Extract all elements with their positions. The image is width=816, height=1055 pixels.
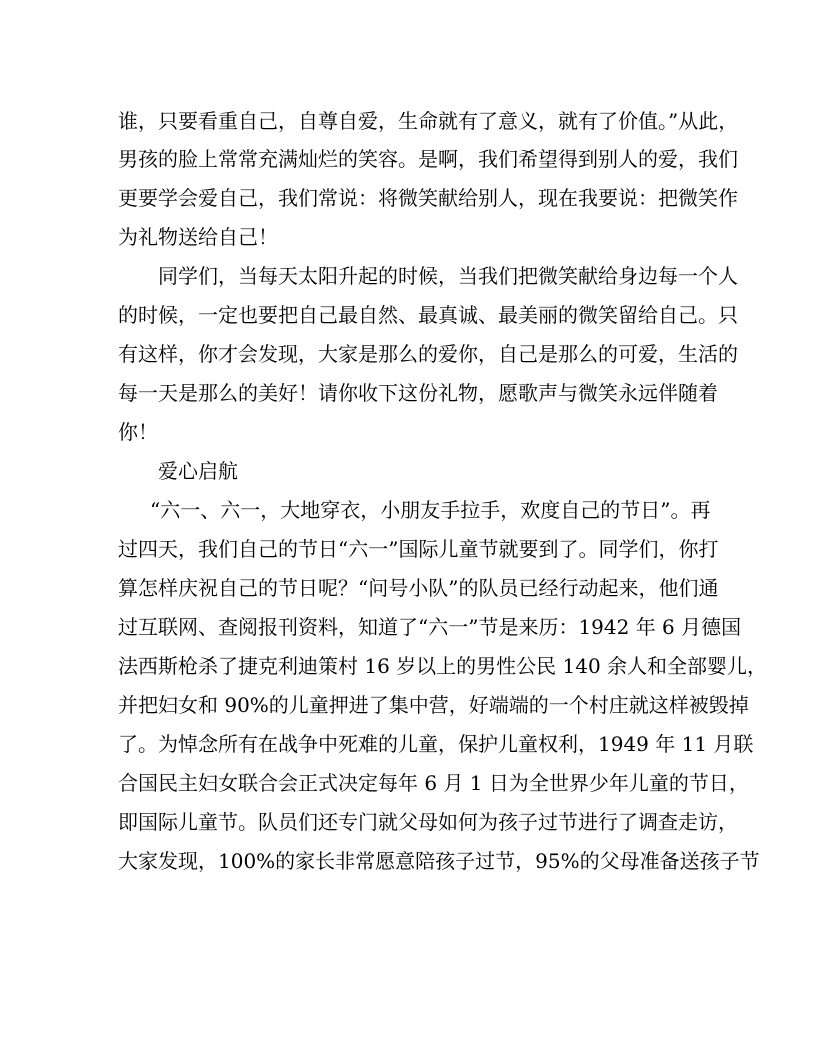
paragraph-2-line-3: 有这样，你才会发现，大家是那么的爱你，自己是那么的可爱，生活的 xyxy=(118,342,738,366)
paragraph-2-line-5: 你！ xyxy=(118,420,158,444)
paragraph-3-line-3: 算怎样庆祝自己的节日呢？“问号小队”的队员已经行动起来，他们通 xyxy=(118,576,719,600)
paragraph-1-line-1: 谁，只要看重自己，自尊自爱，生命就有了意义，就有了价值。”从此， xyxy=(118,109,739,133)
paragraph-3-line-10: 大家发现，100%的家长非常愿意陪孩子过节，95%的父母准备送孩子节 xyxy=(118,849,760,873)
paragraph-1-line-4: 为礼物送给自己！ xyxy=(118,225,278,249)
paragraph-3-line-7: 了。为悼念所有在战争中死难的儿童，保护儿童权利，1949 年 11 月联 xyxy=(118,732,754,756)
paragraph-3-line-6: 并把妇女和 90%的儿童押进了集中营，好端端的一个村庄就这样被毁掉 xyxy=(118,693,749,717)
paragraph-2-line-1: 同学们，当每天太阳升起的时候，当我们把微笑献给身边每一个人 xyxy=(158,264,738,288)
section-title: 爱心启航 xyxy=(158,459,238,483)
paragraph-2-line-4: 每一天是那么的美好！请你收下这份礼物，愿歌声与微笑永远伴随着 xyxy=(118,381,718,405)
paragraph-1-line-2: 男孩的脸上常常充满灿烂的笑容。是啊，我们希望得到别人的爱，我们 xyxy=(118,147,738,171)
paragraph-3-line-2: 过四天，我们自己的节日“六一”国际儿童节就要到了。同学们，你打 xyxy=(118,537,719,561)
paragraph-3-line-9: 即国际儿童节。队员们还专门就父母如何为孩子过节进行了调查走访， xyxy=(118,810,738,834)
paragraph-2-line-2: 的时候，一定也要把自己最自然、最真诚、最美丽的微笑留给自己。只 xyxy=(118,303,738,327)
paragraph-3-line-8: 合国民主妇女联合会正式决定每年 6 月 1 日为全世界少年儿童的节日， xyxy=(118,771,749,795)
paragraph-1-line-3: 更要学会爱自己，我们常说：将微笑献给别人，现在我要说：把微笑作 xyxy=(118,186,738,210)
paragraph-3-line-4: 过互联网、查阅报刊资料，知道了“六一”节是来历：1942 年 6 月德国 xyxy=(118,615,742,639)
paragraph-3-line-1: “六一、六一，大地穿衣，小朋友手拉手，欢度自己的节日”。再 xyxy=(150,498,711,522)
paragraph-3-line-5: 法西斯枪杀了捷克利迪策村 16 岁以上的男性公民 140 余人和全部婴儿， xyxy=(118,654,768,678)
